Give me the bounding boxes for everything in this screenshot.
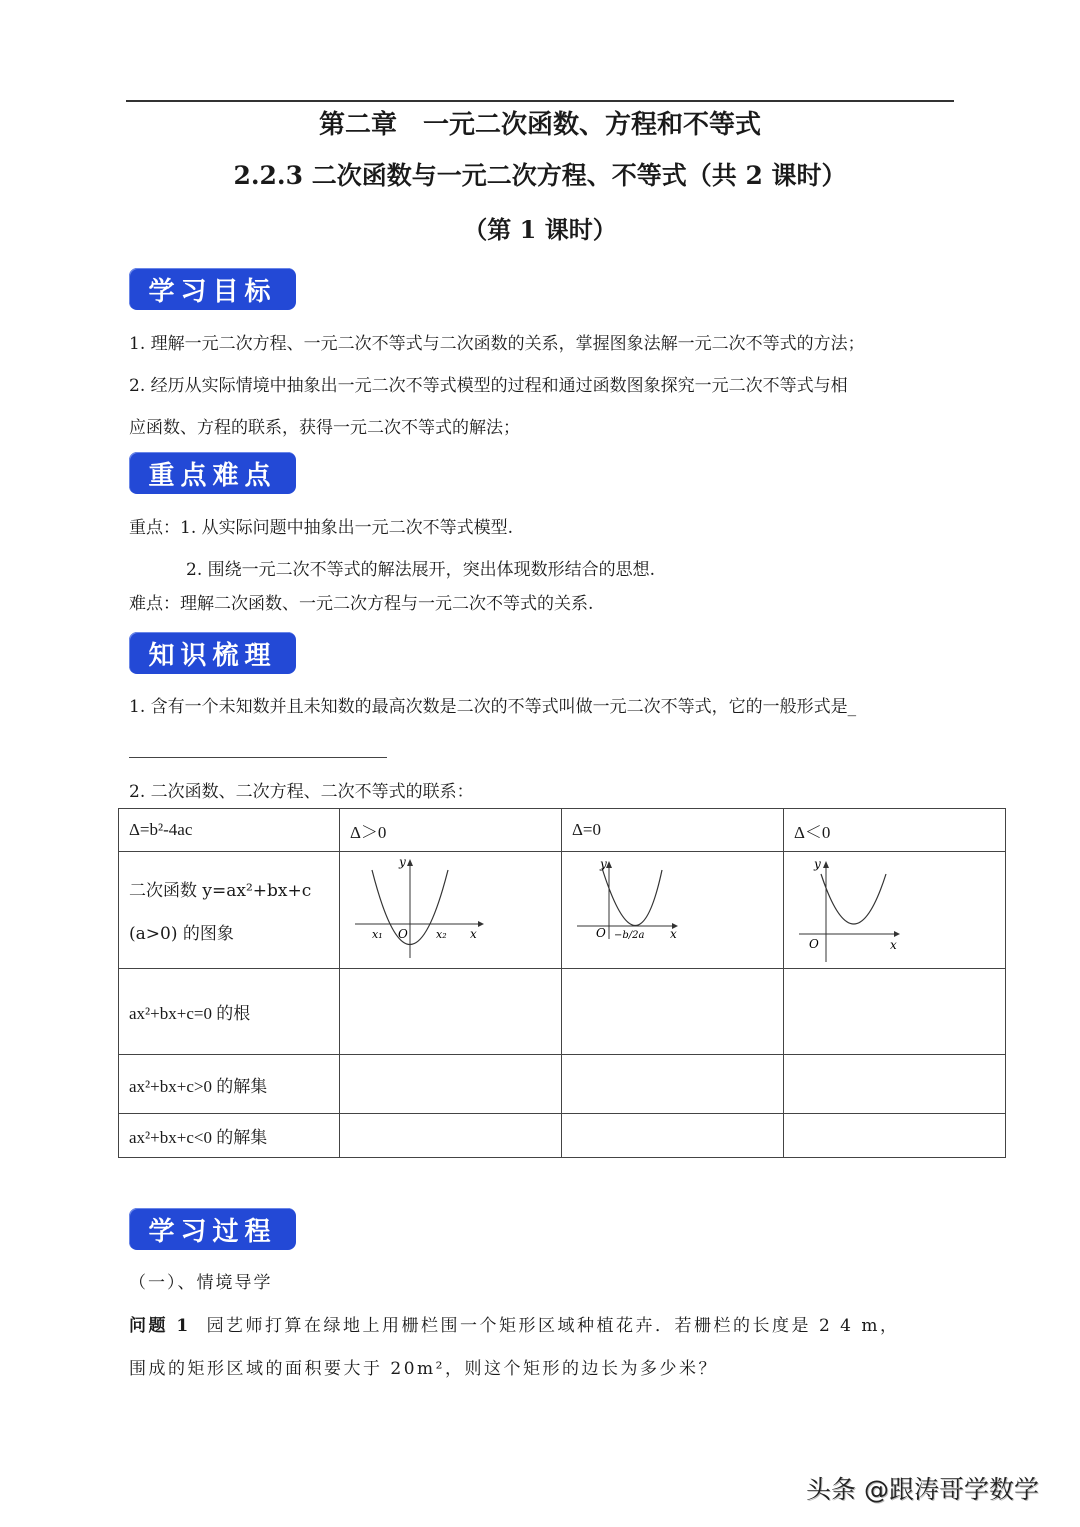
table-row-lt	[119, 1114, 1006, 1158]
objective-1: 1. 理解一元二次方程、一元二次不等式与二次函数的关系，掌握图象法解一元二次不等式的方法；	[129, 334, 865, 354]
problem-1-line-1: 问题 1 园艺师打算在绿地上用栅栏围一个矩形区域种植花卉．若栅栏的长度是 2 4 m，	[129, 1316, 900, 1336]
chapter-title: 第二章 一元二次函数、方程和不等式	[318, 110, 761, 140]
header-delta-zero: Δ=0	[562, 809, 784, 852]
gt-cell-negative[interactable]	[784, 1055, 1006, 1114]
roots-label: ax²+bx+c=0 的根	[119, 969, 340, 1055]
key-label: 重点：	[129, 518, 180, 538]
objectives-badge: 学习目标	[129, 268, 296, 310]
header-discriminant: Δ=b²-4ac	[119, 809, 340, 852]
svg-text:y: y	[600, 857, 607, 871]
header-delta-positive: Δ＞0	[340, 809, 562, 852]
section-title: 2.2.3 二次函数与一元二次方程、不等式（共 2 课时）	[233, 161, 847, 190]
header-delta-negative: Δ＜0	[784, 809, 1006, 852]
gt-cell-zero[interactable]	[562, 1055, 784, 1114]
knowledge-item-2: 2. 二次函数、二次方程、二次不等式的联系：	[129, 782, 474, 802]
svg-text:x₂: x₂	[436, 928, 447, 941]
answer-blank-line	[129, 757, 387, 758]
table-row-graph	[119, 852, 1006, 969]
graph-row-label: 二次函数 y=ax²+bx+c (a>0) 的图象	[119, 852, 340, 969]
lt-cell-zero[interactable]	[562, 1114, 784, 1158]
roots-cell-zero[interactable]	[562, 969, 784, 1055]
parabola-no-root-icon	[794, 854, 934, 966]
graph-delta-zero	[562, 852, 784, 969]
graph-delta-negative	[784, 852, 1006, 969]
relation-table	[118, 808, 1006, 1158]
svg-text:O: O	[596, 926, 606, 940]
svg-text:−b/2a: −b/2a	[614, 930, 645, 941]
parabola-one-root-icon	[572, 854, 712, 966]
key-point-1: 重点：1. 从实际问题中抽象出一元二次不等式模型.	[129, 518, 514, 538]
table-row-roots	[119, 969, 1006, 1055]
lt-solution-label: ax²+bx+c<0 的解集	[119, 1114, 340, 1158]
svg-text:x: x	[470, 927, 477, 941]
svg-text:x: x	[670, 927, 677, 941]
knowledge-badge: 知识梳理	[129, 632, 296, 674]
problem-1-line-2: 围成的矩形区域的面积要大于 20m²，则这个矩形的边长为多少米？	[129, 1359, 718, 1379]
watermark: 头条 @跟涛哥学数学	[806, 1475, 1039, 1504]
parabola-two-roots-icon	[350, 854, 490, 966]
knowledge-item-1: 1. 含有一个未知数并且未知数的最高次数是二次的不等式叫做一元二次不等式，它的一般形式是_	[129, 697, 857, 717]
table-header-row	[119, 809, 1006, 852]
gt-cell-positive[interactable]	[340, 1055, 562, 1114]
lt-cell-positive[interactable]	[340, 1114, 562, 1158]
lesson-title: （第 1 课时）	[463, 215, 617, 244]
svg-text:x: x	[890, 938, 897, 952]
roots-cell-positive[interactable]	[340, 969, 562, 1055]
graph-delta-positive	[340, 852, 562, 969]
svg-text:y: y	[814, 857, 821, 871]
key-points-badge: 重点难点	[129, 452, 296, 494]
objective-2: 2. 经历从实际情境中抽象出一元二次不等式模型的过程和通过函数图象探究一元二次不等式与相	[129, 376, 848, 396]
gt-solution-label: ax²+bx+c>0 的解集	[119, 1055, 340, 1114]
problem-label: 问题 1	[129, 1316, 191, 1336]
process-badge: 学习过程	[129, 1208, 296, 1250]
roots-cell-negative[interactable]	[784, 969, 1006, 1055]
process-subheading: （一）、情境导学	[129, 1273, 273, 1293]
difficulty: 难点：理解二次函数、一元二次方程与一元二次不等式的关系.	[129, 594, 594, 614]
table-row-gt	[119, 1055, 1006, 1114]
svg-text:O: O	[398, 927, 408, 941]
svg-text:y: y	[399, 855, 406, 869]
key-point-2: 2. 围绕一元二次不等式的解法展开，突出体现数形结合的思想.	[186, 560, 656, 580]
lt-cell-negative[interactable]	[784, 1114, 1006, 1158]
svg-text:x₁: x₁	[372, 928, 383, 941]
svg-text:O: O	[809, 937, 819, 951]
objective-2-cont: 应函数、方程的联系，获得一元二次不等式的解法；	[129, 418, 520, 438]
difficulty-label: 难点：	[129, 594, 180, 614]
top-rule	[126, 100, 954, 102]
